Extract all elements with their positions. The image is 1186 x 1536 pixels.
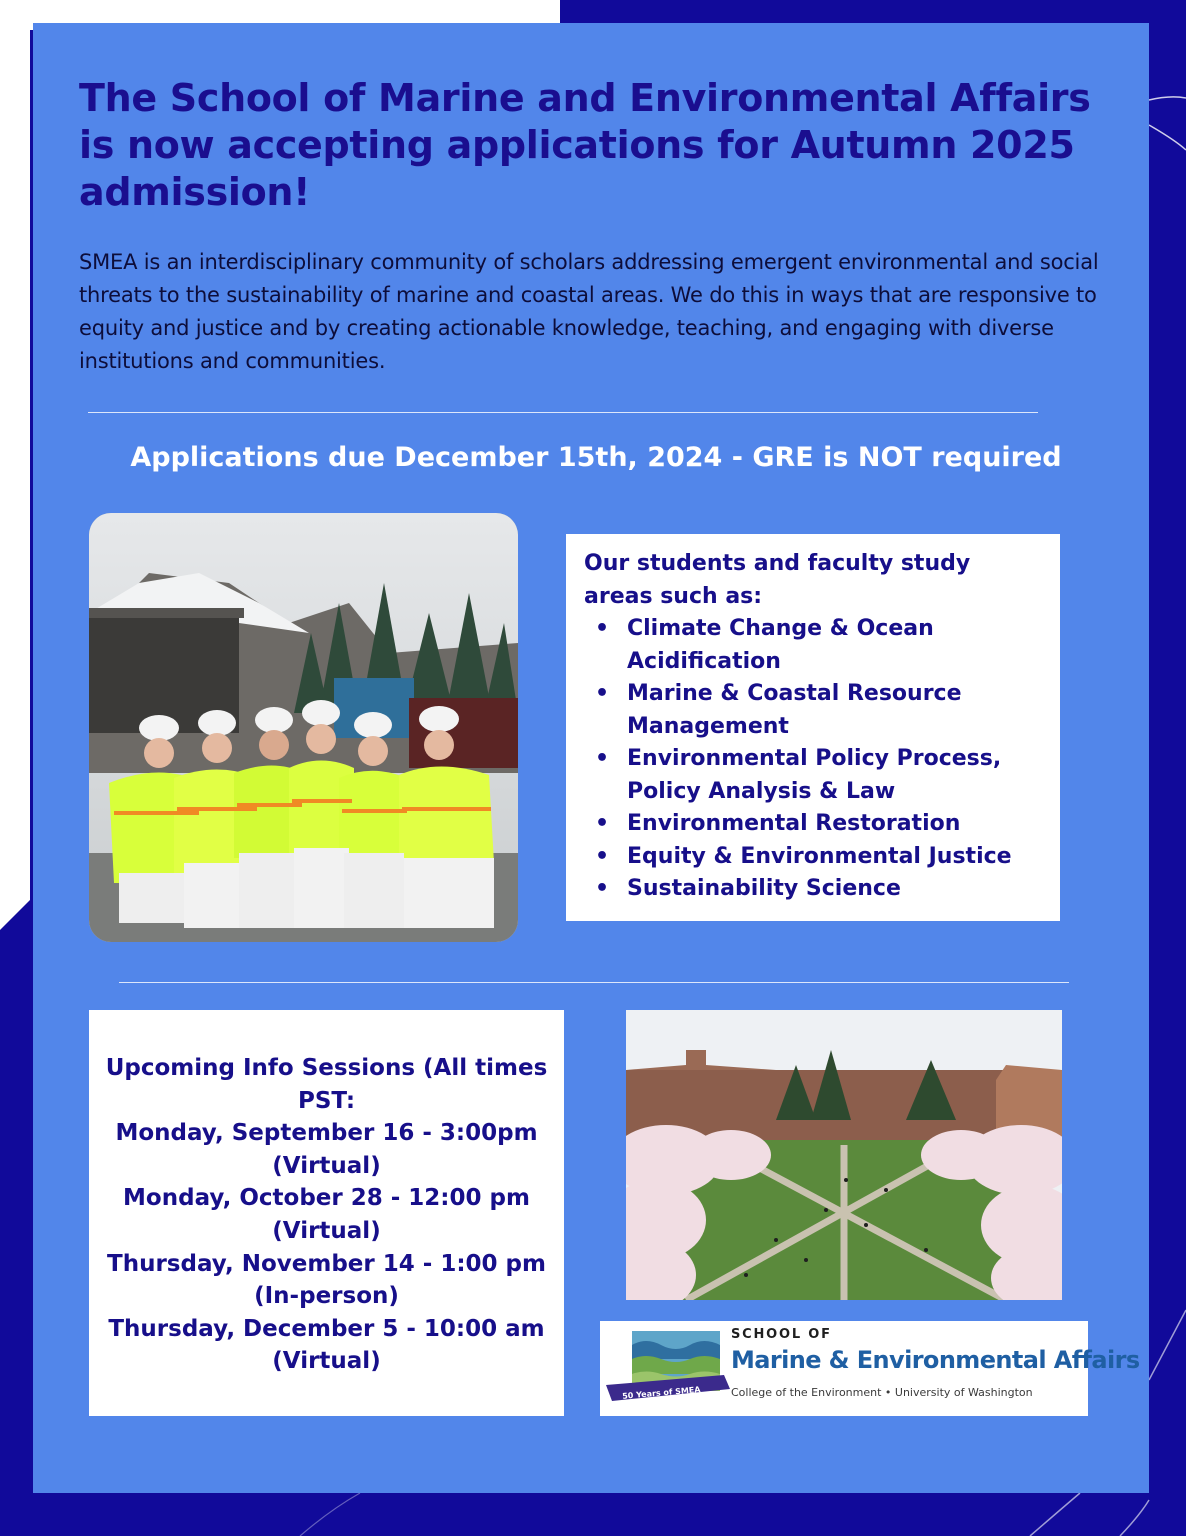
logo-ribbon-text: 50 Years of SMEA: [621, 1385, 701, 1401]
study-areas-box: [566, 534, 1060, 921]
logo-school-name: Marine & Environmental Affairs: [731, 1346, 1140, 1374]
study-areas-list: [584, 613, 1042, 906]
smea-emblem-icon: [606, 1329, 734, 1409]
info-sessions-heading: Upcoming Info Sessions (All times PST:: [105, 1055, 548, 1114]
list-item: • Equity & Environmental Justice: [627, 841, 1042, 874]
session-mode: (Virtual): [272, 1217, 381, 1244]
list-item: • Environmental Restoration: [627, 808, 1042, 841]
session-datetime: Monday, September 16 - 3:00pm: [115, 1120, 538, 1147]
background-white-edge: [0, 0, 30, 930]
study-areas-intro: Our students and faculty study areas such as:: [584, 551, 971, 609]
info-sessions-box: [89, 1010, 564, 1416]
session-mode: (Virtual): [272, 1152, 381, 1179]
content-panel: [33, 23, 1149, 1493]
session-datetime: Monday, October 28 - 12:00 pm: [123, 1185, 530, 1212]
divider: [88, 412, 1038, 413]
session-datetime: Thursday, December 5 - 10:00 am: [108, 1315, 545, 1342]
intro-paragraph: SMEA is an interdisciplinary community of scholars addressing emergent environmental and social threats to the sustainability of marine and coastal areas. We do this in ways that are responsive to equity and justice and by creating actionable knowledge, teaching, and engaging with diverse institutions and communities.: [79, 250, 1099, 373]
list-item: • Sustainability Science: [627, 873, 1042, 906]
list-item: • Environmental Policy Process, Policy Analysis & Law: [627, 743, 1042, 808]
application-deadline: Applications due December 15th, 2024 - GRE is NOT required: [130, 442, 1062, 473]
divider: [119, 982, 1069, 983]
logo-school-of: SCHOOL OF: [731, 1327, 832, 1342]
page-title: The School of Marine and Environmental Affairs is now accepting applications for Autumn 2025 admission!: [79, 76, 1091, 214]
list-item: • Climate Change & Ocean Acidification: [627, 613, 1042, 678]
campus-quad-photo: [626, 1010, 1062, 1300]
session-mode: (In-person): [254, 1283, 399, 1310]
session-mode: (Virtual): [272, 1348, 381, 1375]
list-item: • Marine & Coastal Resource Management: [627, 678, 1042, 743]
students-in-safety-gear-photo: [89, 513, 518, 942]
smea-logo: [600, 1321, 1140, 1416]
session-datetime: Thursday, November 14 - 1:00 pm: [107, 1250, 546, 1277]
logo-college-line: College of the Environment • University of Washington: [731, 1386, 1033, 1399]
